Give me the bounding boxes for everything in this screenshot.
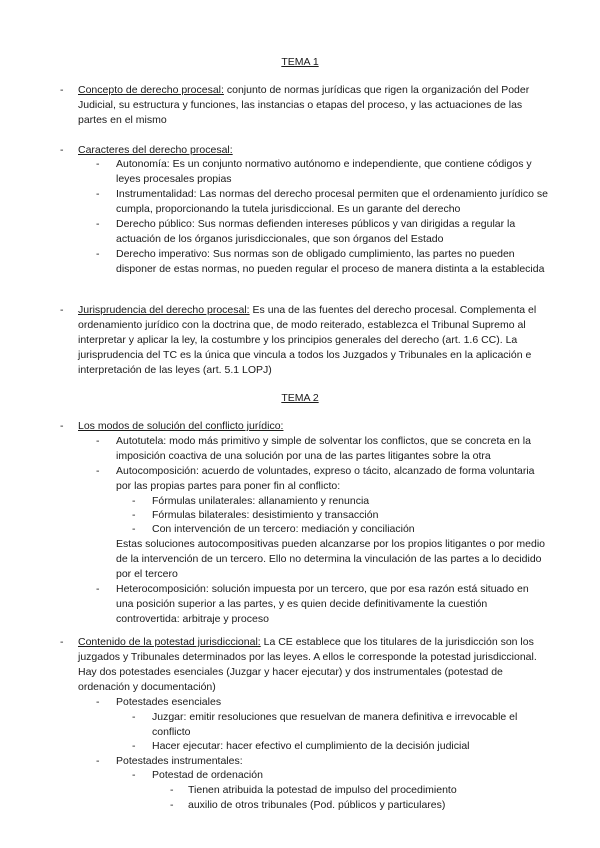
concepto-text: conjunto de normas jurídicas que rigen la organización del Poder Judicial, su estructura y funciones, las instancias o etapas del proceso, y las actuaciones de las partes en el mismo [78,84,530,126]
modos-heterocomposicion [96,582,548,627]
caracteres-item-text: Instrumentalidad: Las normas del derecho procesal permiten que el ordenamiento jurídico se cumpla, proporcionando la tutela jurisdiccional. Es un garante del derecho [116,188,548,215]
formula-item [132,522,548,537]
tema2-contenido [60,635,550,695]
caracteres-item-text: Derecho imperativo: Sus normas son de obligado cumplimiento, las partes no pueden disponer de estas normas, no pueden regular el proceso de manera distinta a la establecida [116,248,545,275]
tema2-title: TEMA 2 [281,392,319,404]
bullet-dash: - [132,769,136,781]
caracteres-item [96,217,548,247]
caracteres-item-text: Derecho público: Sus normas defienden intereses públicos y van dirigidas a regular la actuación de los órganos jurisdiccionales, que son órganos del Estado [116,218,516,245]
bullet-dash: - [96,158,100,170]
caracteres-term: Caracteres del derecho procesal: [78,144,233,156]
bullet-dash: - [132,523,136,535]
modos-term: Los modos de solución del conflicto jurídico: [78,420,284,432]
bullet-dash: - [132,495,136,507]
tema1-caracteres [60,143,550,158]
bullet-dash: - [132,509,136,521]
bullet-dash: - [60,144,64,156]
caracteres-item [96,187,548,217]
modos-autotutela [96,434,548,464]
bullet-dash: - [96,696,100,708]
bullet-dash: - [60,84,64,96]
bullet-dash: - [60,304,64,316]
potestad-ordenacion [132,768,548,783]
caracteres-item [96,157,548,187]
bullet-dash: - [96,188,100,200]
instrumentales-label: Potestades instrumentales: [116,755,243,767]
bullet-dash: - [96,248,100,260]
formula-text: Fórmulas unilaterales: allanamiento y renuncia [152,495,370,507]
concepto-term: Concepto de derecho procesal: [78,84,224,96]
bullet-dash: - [96,218,100,230]
bullet-dash: - [96,755,100,767]
esencial-text: Hacer ejecutar: hacer efectivo el cumplimiento de la decisión judicial [152,740,470,752]
formula-text: Fórmulas bilaterales: desistimiento y transacción [152,509,379,521]
autocomposicion-text: Autocomposición: acuerdo de voluntades, expreso o tácito, alcanzado de forma voluntaria por las propias partes para poner fin al conflicto: [116,465,535,492]
bullet-dash: - [60,420,64,432]
autotutela-text: Autotutela: modo más primitivo y simple de solventar los conflictos, que se concreta en la imposición coactiva de una solución por una de las partes litigantes sobre la otra [116,435,531,462]
contenido-term: Contenido de la potestad jurisdiccional: [78,636,261,648]
contenido-text: La CE establece que los titulares de la jurisdicción son los juzgados y Tribunales determinados por las leyes. A ellos le corresponde la potestad jurisdiccional. Hay dos potestades esenciales (Juzgar y hacer ejecutar) y dos instrumentales (potestad de ordenación y documentación) [78,636,537,693]
tema1-concepto [60,83,550,128]
autocomposicion-nota: Estas soluciones autocompositivas pueden alcanzarse por los propios litigantes o por medio de la intervención de un tercero. Ello no determina la vinculación de las partes a lo decidido por el tercero [116,538,545,580]
ordenacion-text: auxilio de otros tribunales (Pod. públicos y particulares) [188,799,446,811]
heterocomposicion-text: Heterocomposición: solución impuesta por un tercero, que por esa razón está situado en una posición superior a las partes, y es quien decide definitivamente la cuestión controvertida: arbitraje y proceso [116,583,529,625]
bullet-dash: - [132,711,136,723]
formula-text: Con intervención de un tercero: mediación y conciliación [152,523,415,535]
bullet-dash: - [170,799,174,811]
formula-item [132,494,548,509]
bullet-dash: - [60,636,64,648]
ordenacion-item [170,798,548,813]
esenciales-label: Potestades esenciales [116,696,222,708]
bullet-dash: - [96,435,100,447]
potestades-instrumentales [96,754,548,769]
tema1-title: TEMA 1 [281,56,319,68]
bullet-dash: - [96,583,100,595]
esencial-item [132,710,548,740]
ordenacion-item [170,783,548,798]
bullet-dash: - [132,740,136,752]
caracteres-item [96,247,548,277]
jurisprudencia-text: Es una de las fuentes del derecho procesal. Complementa el ordenamiento jurídico con la doctrina que, de modo reiterado, establezca el Tribunal Supremo al interpretar y aplicar la ley, la costumbre y los principios generales del derecho (art. 1.6 CC). La jurisprudencia del TC es la única que vincula a todos los Juzgados y Tribunales en la aplicación e interpretación de las leyes (art. 5.1 LOPJ) [78,304,537,376]
ordenacion-label: Potestad de ordenación [152,769,263,781]
tema2-modos [60,419,550,434]
modos-autocomposicion [96,464,548,494]
jurisprudencia-term: Jurisprudencia del derecho procesal: [78,304,250,316]
ordenacion-text: Tienen atribuida la potestad de impulso del procedimiento [188,784,457,796]
esencial-item [132,739,548,754]
caracteres-item-text: Autonomía: Es un conjunto normativo autónomo e independiente, que contiene códigos y leyes procesales propias [116,158,532,185]
bullet-dash: - [170,784,174,796]
esencial-text: Juzgar: emitir resoluciones que resuelvan de manera definitiva e irrevocable el conflicto [152,711,518,738]
bullet-dash: - [96,465,100,477]
tema1-jurisprudencia [60,303,550,378]
formula-item [132,508,548,523]
potestades-esenciales [96,695,548,710]
